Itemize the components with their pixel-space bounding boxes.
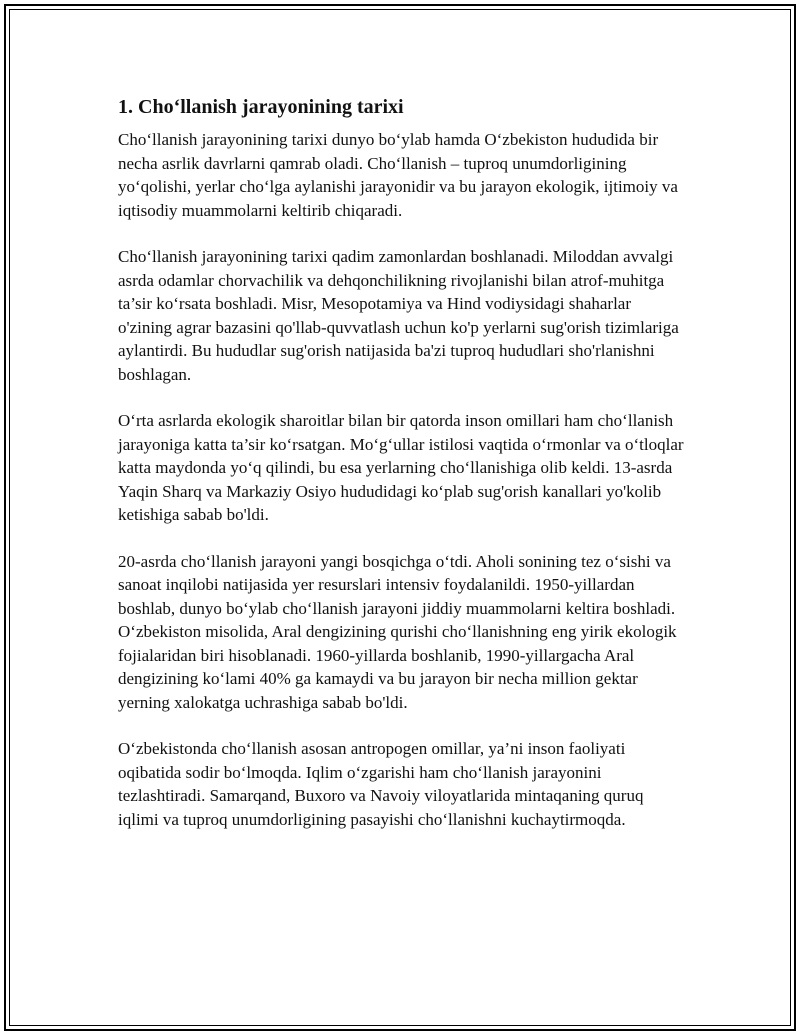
paragraph-20th-century: 20-asrda cho‘llanish jarayoni yangi bosqichga o‘tdi. Aholi sonining tez o‘sishi va sanoat inqilobi natijasida yer resurslari intensiv foydalanildi. 1950-yillardan boshlab, dunyo bo‘ylab cho‘llanish jarayoni jiddiy muammolarni keltira boshladi. O‘zbekiston misolida, Aral dengizining qurishi cho‘llanishning eng yirik ekologik fojialaridan biri hisoblanadi. 1960-yillarda boshlanib, 1990-yillargacha Aral dengizining ko‘lami 40% ga kamaydi va bu jarayon bir necha million gektar yerning xalokatga uchrashiga sabab bo'ldi. bbox=[118, 551, 677, 712]
paragraph-ancient-history: Cho‘llanish jarayonining tarixi qadim zamonlardan boshlanadi. Miloddan avvalgi asrda odamlar chorvachilik va dehqonchilikning rivojlanishi bilan atrof-muhitga ta’sir ko‘rsata boshladi. Misr, Mesopotamiya va Hind vodiysidagi shaharlar o'zining agrar bazasini qo'llab-quvvatlash uchun ko'p yerlarni sug'orish tizimlariga aylantirdi. Bu hududlar sug'orish natijasida ba'zi tuproq hududlari sho'rlanishni boshlagan. bbox=[118, 247, 679, 384]
document-body bbox=[118, 92, 686, 854]
paragraph-middle-ages: O‘rta asrlarda ekologik sharoitlar bilan bir qatorda inson omillari ham cho‘llanish jarayoniga katta ta’sir ko‘rsatgan. Mo‘g‘ullar istilosi vaqtida o‘rmonlar va o‘tloqlar katta maydonda yo‘q qilindi, bu esa yerlarning cho‘llanishiga olib keldi. 13-asrda Yaqin Sharq va Markaziy Osiyo hududidagi ko‘plab sug'orish kanallari yo'kolib ketishiga sabab bo'ldi. bbox=[118, 411, 684, 524]
paragraph-uzbekistan: O‘zbekistonda cho‘llanish asosan antropogen omillar, ya’ni inson faoliyati oqibatida sodir bo‘lmoqda. Iqlim o‘zgarishi ham cho‘llanish jarayonini tezlashtiradi. Samarqand, Buxoro va Navoiy viloyatlarida mintaqaning quruq iqlimi va tuproq unumdorligining pasayishi cho‘llanishni kuchaytirmoqda. bbox=[118, 739, 644, 829]
paragraph-intro: Cho‘llanish jarayonining tarixi dunyo bo‘ylab hamda O‘zbekiston hududida bir necha asrlik davrlarni qamrab oladi. Cho‘llanish – tuproq unumdorligining yo‘qolishi, yerlar cho‘lga aylanishi jarayonidir va bu jarayon ekologik, ijtimoiy va iqtisodiy muammolarni keltirib chiqaradi. bbox=[118, 130, 678, 220]
section-heading: 1. Cho‘llanish jarayonining tarixi bbox=[118, 96, 404, 118]
